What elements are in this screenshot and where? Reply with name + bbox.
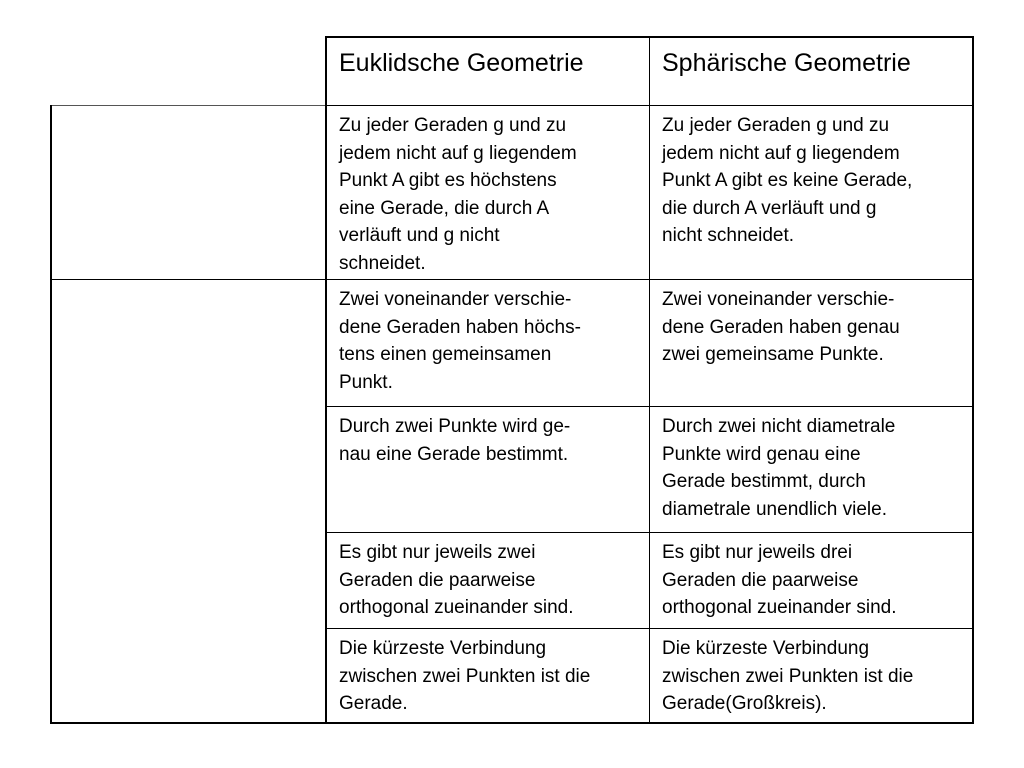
column-1-right-border xyxy=(325,36,327,724)
row-4-euklid: Es gibt nur jeweils zwei Geraden die paarweise orthogonal zueinander sind. xyxy=(339,542,574,618)
row-5-sphaer: Die kürzeste Verbindung zwischen zwei Punkten ist die Gerade(Großkreis). xyxy=(662,638,914,714)
header-bottom-border xyxy=(327,105,974,106)
row-3-euklid: Durch zwei Punkte wird ge- nau eine Gerade bestimmt. xyxy=(339,416,571,465)
header-bottom-left-border xyxy=(52,105,327,106)
row-4-label xyxy=(52,533,327,629)
row-4-bottom-border xyxy=(327,628,974,629)
row-3-label xyxy=(52,407,327,533)
row-1-label xyxy=(52,106,327,280)
row-4-sphaer: Es gibt nur jeweils drei Geraden die paarweise orthogonal zueinander sind. xyxy=(662,542,897,618)
row-2-bottom-border xyxy=(327,406,974,407)
row-2-label xyxy=(52,280,327,407)
table-bottom-border xyxy=(50,722,974,724)
header-sphaerische-geometrie: Sphärische Geometrie xyxy=(662,49,911,77)
table-left-border xyxy=(50,105,52,724)
row-3-sphaer: Durch zwei nicht diametrale Punkte wird genau eine Gerade bestimmt, durch diametrale unendlich viele. xyxy=(662,416,896,520)
row-1-sphaer: Zu jeder Geraden g und zu jedem nicht auf g liegendem Punkt A gibt es keine Gerade, die durch A verläuft und g nicht schneidet. xyxy=(662,115,913,246)
header-euklidsche-geometrie: Euklidsche Geometrie xyxy=(339,49,584,77)
row-3-bottom-border xyxy=(327,532,974,533)
table-right-border xyxy=(972,36,974,724)
row-2-sphaer: Zwei voneinander verschie- dene Geraden haben genau zwei gemeinsame Punkte. xyxy=(662,289,900,365)
row-5-label xyxy=(52,629,327,723)
row-5-euklid: Die kürzeste Verbindung zwischen zwei Punkten ist die Gerade. xyxy=(339,638,591,714)
row-1-bottom-border xyxy=(52,279,974,280)
row-1-euklid: Zu jeder Geraden g und zu jedem nicht auf g liegendem Punkt A gibt es höchstens eine Gerade, die durch A verläuft und g nicht schneidet. xyxy=(339,115,577,274)
row-2-euklid: Zwei voneinander verschie- dene Geraden haben höchs- tens einen gemeinsamen Punkt. xyxy=(339,289,581,393)
column-2-right-border xyxy=(649,36,650,724)
